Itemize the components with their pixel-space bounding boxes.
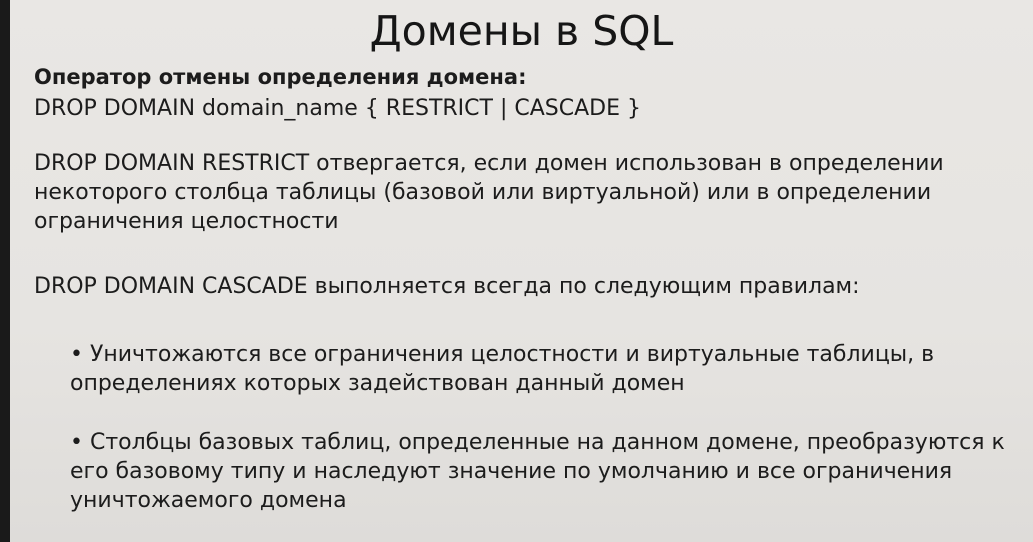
cascade-paragraph: DROP DOMAIN CASCADE выполняется всегда по следующим правилам: — [34, 274, 860, 299]
presentation-slide — [10, 0, 1033, 542]
syntax-line: DROP DOMAIN domain_name { RESTRICT | CASCADE } — [34, 96, 641, 121]
restrict-paragraph: DROP DOMAIN RESTRICT отвергается, если домен использован в определении некоторого столбца таблицы (базовой или виртуальной) или в определении ограничения целостности — [34, 151, 944, 234]
bullet-item: • Столбцы базовых таблиц, определенные на данном домене, преобразуются к его базовому типу и наследуют значение по умолчанию и все ограничения уничтожаемого домена — [70, 430, 1005, 513]
slide-title: Домены в SQL — [369, 7, 674, 55]
slide-subtitle: Оператор отмены определения домена: — [34, 65, 527, 89]
bullet-item: • Уничтожаются все ограничения целостности и виртуальные таблицы, в определениях которых задействован данный домен — [70, 342, 935, 396]
